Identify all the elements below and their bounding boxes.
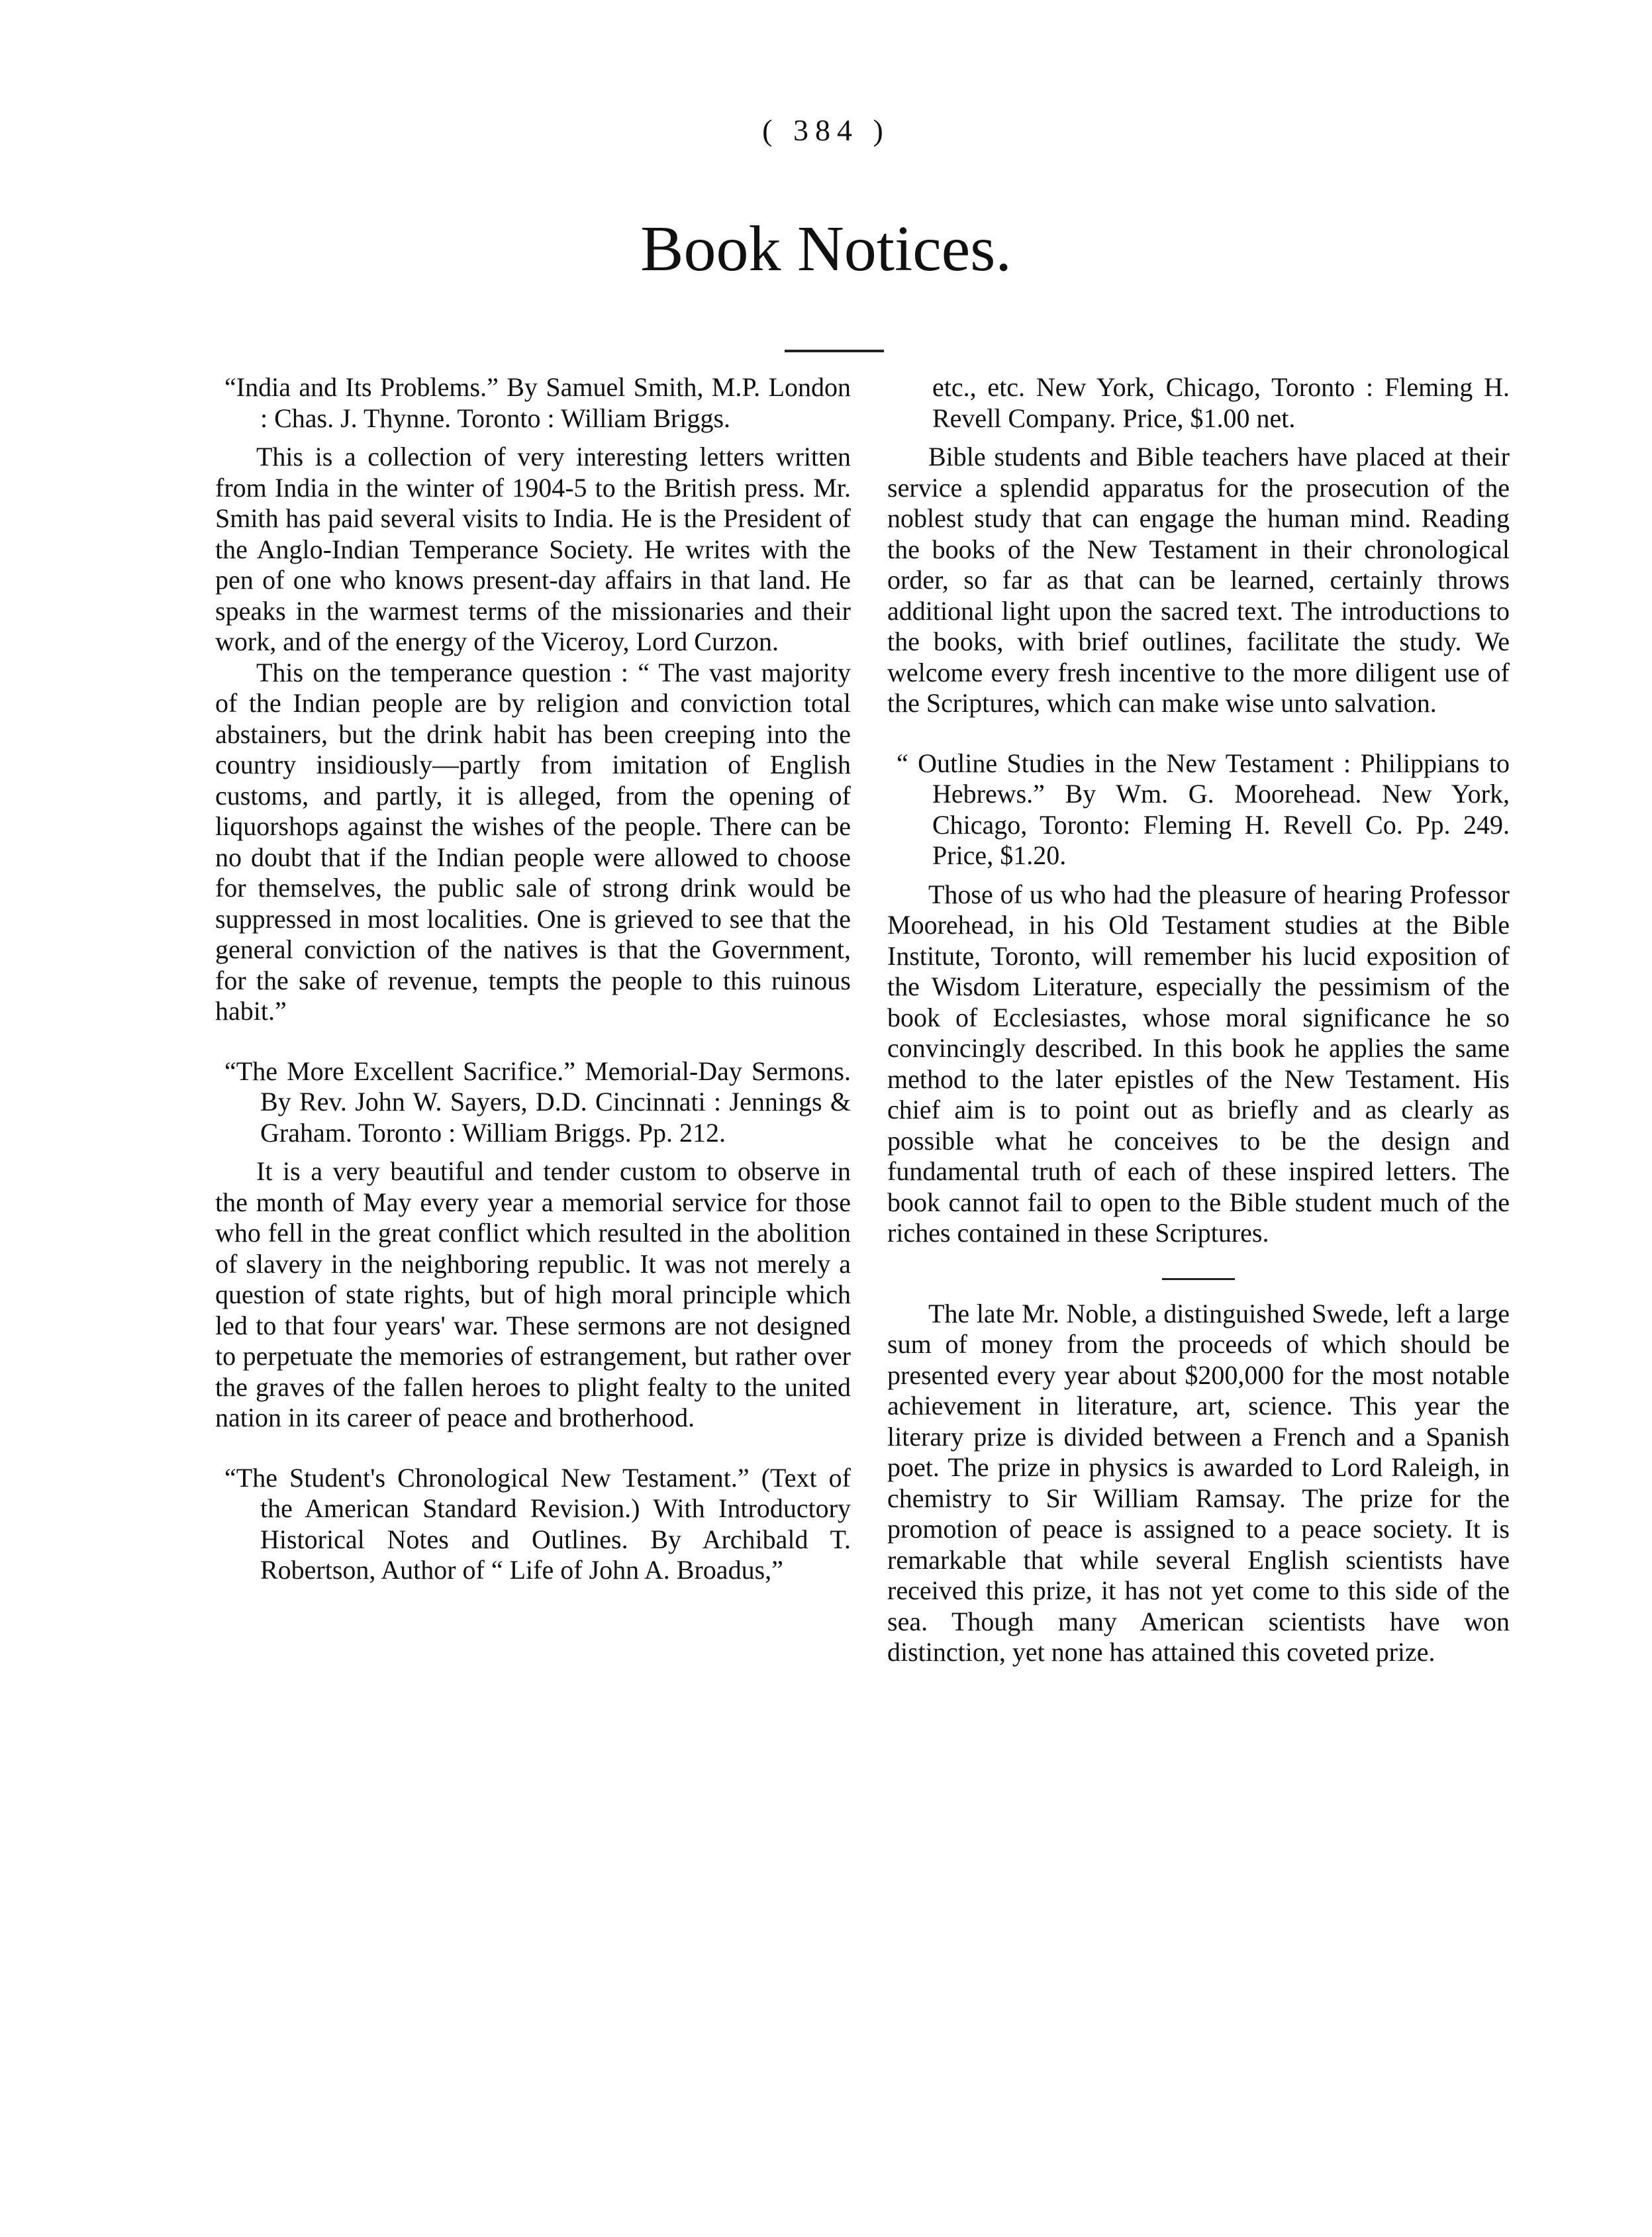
notice-heading: “India and Its Problems.” By Samuel Smith, M.P. London : Chas. J. Thynne. Toronto : William Briggs. bbox=[224, 372, 851, 433]
page-number: ( 384 ) bbox=[762, 113, 890, 147]
notice-heading: “The More Excellent Sacrifice.” Memorial-Day Sermons. By Rev. John W. Sayers, D.D. Cincinnati : Jennings & Graham. Toronto : William Briggs. Pp. 212. bbox=[224, 1056, 851, 1148]
notice-body bbox=[887, 879, 1510, 1249]
section-divider bbox=[1162, 1278, 1235, 1280]
notice-paragraph: Those of us who had the pleasure of hearing Professor Moorehead, in his Old Testament studies at the Bible Institute, Toronto, will remember his lucid exposition of the Wisdom Literature, especially the pessimism of the book of Ecclesiastes, whose moral significance he so convincingly described. In this book he applies the same method to the later epistles of the New Testament. His chief aim is to point out as briefly and as clearly as possible what he conceives to be the design and fundamental truth of each of these inspired letters. The book cannot fail to open to the Bible student much of the riches contained in these Scriptures. bbox=[887, 879, 1510, 1248]
notice-paragraph: This is a collection of very interesting letters written from India in the winter of 1904-5 to the British press. Mr. Smith has paid several visits to India. He is the President of the Anglo-Indian Temperance Society. He writes with the pen of one who knows present-day affairs in that land. He speaks in the warmest terms of the missionaries and their work, and of the energy of the Viceroy, Lord Curzon. bbox=[215, 442, 851, 656]
notice-heading: “The Student's Chronological New Testament.” (Text of the American Standard Revision.) With Introductory Historical Notes and Outlines. By Archibald T. Robertson, Author of “ Life of John A. Broadus,” bbox=[224, 1462, 851, 1585]
notice-body bbox=[887, 1299, 1510, 1668]
notice-body bbox=[215, 1156, 851, 1434]
news-item-noble-prize bbox=[887, 1299, 1510, 1668]
notice-body bbox=[887, 442, 1510, 719]
book-notice-india bbox=[215, 372, 851, 1027]
title-rule bbox=[785, 350, 884, 352]
notice-body bbox=[215, 442, 851, 1027]
notice-paragraph: This on the temperance question : “ The vast majority of the Indian people are by religion and conviction total abstainers, but the drink habit has been creeping into the country insidiously—partly from imitation of English customs, and partly, it is alleged, from the opening of liquorshops against the wishes of the people. There can be no doubt that if the Indian people were allowed to choose for themselves, the public sale of strong drink would be suppressed in most localities. One is grieved to see that the general conviction of the natives is that the Government, for the sake of revenue, tempts the people to this ruinous habit.” bbox=[215, 657, 851, 1026]
notice-paragraph: The late Mr. Noble, a distinguished Swede, left a large sum of money from the proceeds of which should be presented every year about $200,000 for the most notable achievement in literature, art, science. This year the literary prize is divided between a French and a Spanish poet. The prize in physics is awarded to Lord Raleigh, in chemistry to Sir William Ramsay. The prize for the promotion of peace is assigned to a peace society. It is remarkable that while several English scientists have received this prize, it has not yet come to this side of the sea. Though many American scientists have won distinction, yet none has attained this coveted prize. bbox=[887, 1298, 1510, 1667]
section-title: Book Notices. bbox=[640, 213, 1012, 285]
notice-paragraph: It is a very beautiful and tender custom to observe in the month of May every year a memorial service for those who fell in the great conflict which resulted in the abolition of slavery in the neighboring republic. It was not merely a question of state rights, but of high moral principle which led to that four years' war. These sermons are not designed to perpetuate the memories of estrangement, but rather over the graves of the fallen heroes to plight fealty to the united nation in its career of peace and brotherhood. bbox=[215, 1156, 851, 1432]
book-notice-chronological-nt bbox=[215, 1463, 851, 1586]
left-column bbox=[215, 372, 851, 1615]
book-notice-excellent-sacrifice bbox=[215, 1056, 851, 1434]
notice-heading: “ Outline Studies in the New Testament : Philippians to Hebrews.” By Wm. G. Moorehead. New York, Chicago, Toronto: Fleming H. Revell Co. Pp. 249. Price, $1.20. bbox=[897, 748, 1510, 870]
right-column bbox=[887, 372, 1510, 1697]
notice-paragraph: Bible students and Bible teachers have placed at their service a splendid apparatus for the prosecution of the noblest study that can engage the human mind. Reading the books of the New Testament in their chronological order, so far as that can be learned, certainly throws additional light upon the sacred text. The introductions to the books, with brief outlines, facilitate the study. We welcome every fresh incentive to the more diligent use of the Scriptures, which can make wise unto salvation. bbox=[887, 442, 1510, 718]
book-notice-outline-studies bbox=[887, 748, 1510, 1249]
notice-heading-continued: etc., etc. New York, Chicago, Toronto : Fleming H. Revell Company. Price, $1.00 net. bbox=[932, 372, 1510, 433]
book-notice-chronological-nt-cont bbox=[887, 372, 1510, 719]
